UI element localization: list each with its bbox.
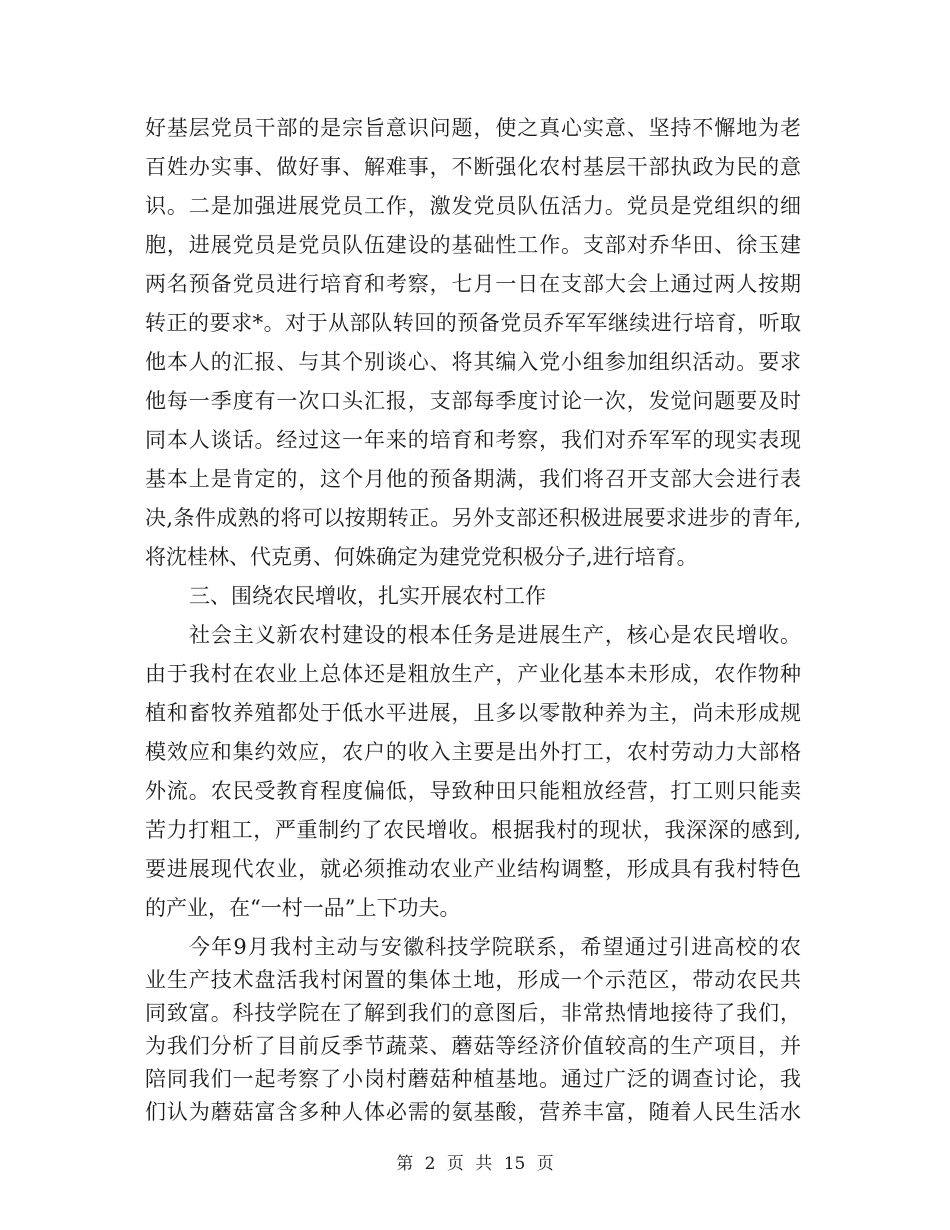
- text-line: 好基层党员干部的是宗旨意识问题，使之真心实意、坚持不懈地为老: [145, 116, 801, 140]
- text-line: 们认为蘑菇富含多种人体必需的氨基酸，营养丰富，随着人民生活水: [145, 1100, 801, 1124]
- text-line: 的产业，在“一村一品”上下功夫。: [145, 896, 461, 920]
- text-line: 外流。农民受教育程度偏低，导致种田只能粗放经营，打工则只能卖: [145, 779, 801, 803]
- text-line: 陪同我们一起考察了小岗村蘑菇种植基地。通过广泛的调查讨论，我: [145, 1067, 801, 1091]
- text-line: 两名预备党员进行培育和考察，七月一日在支部大会上通过两人按期: [145, 272, 801, 296]
- text-line: 他每一季度有一次口头汇报，支部每季度讨论一次，发觉问题要及时: [145, 389, 801, 413]
- section-heading: 三、围绕农民增收，扎实开展农村工作: [189, 584, 546, 608]
- text-line: 模效应和集约效应，农户的收入主要是出外打工，农村劳动力大部格: [145, 740, 801, 764]
- text-line: 业生产技术盘活我村闲置的集体土地，形成一个示范区，带动农民共: [145, 968, 801, 992]
- text-line: 百姓办实事、做好事、解难事，不断强化农村基层干部执政为民的意: [145, 155, 801, 179]
- text-line: 将沈桂林、代克勇、何姝确定为建党党积极分子,进行培育。: [145, 545, 698, 569]
- text-line: 基本上是肯定的，这个月他的预备期满，我们将召开支部大会进行表: [145, 467, 801, 491]
- text-line: 为我们分析了目前反季节蔬菜、蘑菇等经济价值较高的生产项目，并: [145, 1034, 801, 1058]
- text-line: 同本人谈话。经过这一年来的培育和考察，我们对乔军军的现实表现: [145, 428, 801, 452]
- text-line: 决,条件成熟的将可以按期转正。另外支部还积极进展要求进步的青年,: [145, 506, 801, 530]
- page-number: 第 2 页 共 15 页: [396, 1154, 554, 1174]
- text-line: 他本人的汇报、与其个别谈心、将其编入党小组参加组织活动。要求: [145, 350, 801, 374]
- text-line: 转正的要求*。对于从部队转回的预备党员乔军军继续进行培育，听取: [145, 311, 801, 335]
- text-line: 今年9月我村主动与安徽科技学院联系，希望通过引进高校的农: [189, 935, 801, 959]
- text-line: 植和畜牧养殖都处于低水平进展，且多以零散种养为主，尚未形成规: [145, 701, 801, 725]
- text-line: 要进展现代农业，就必须推动农业产业结构调整，形成具有我村特色: [145, 857, 801, 881]
- text-line: 社会主义新农村建设的根本任务是进展生产，核心是农民增收。: [189, 623, 801, 647]
- text-line: 识。二是加强进展党员工作，激发党员队伍活力。党员是党组织的细: [145, 194, 801, 218]
- text-line: 胞，进展党员是党员队伍建设的基础性工作。支部对乔华田、徐玉建: [145, 233, 801, 257]
- text-line: 同致富。科技学院在了解到我们的意图后，非常热情地接待了我们，: [145, 1001, 801, 1025]
- text-line: 由于我村在农业上总体还是粗放生产，产业化基本未形成，农作物种: [145, 662, 801, 686]
- text-line: 苦力打粗工，严重制约了农民增收。根据我村的现状，我深深的感到,: [145, 818, 801, 842]
